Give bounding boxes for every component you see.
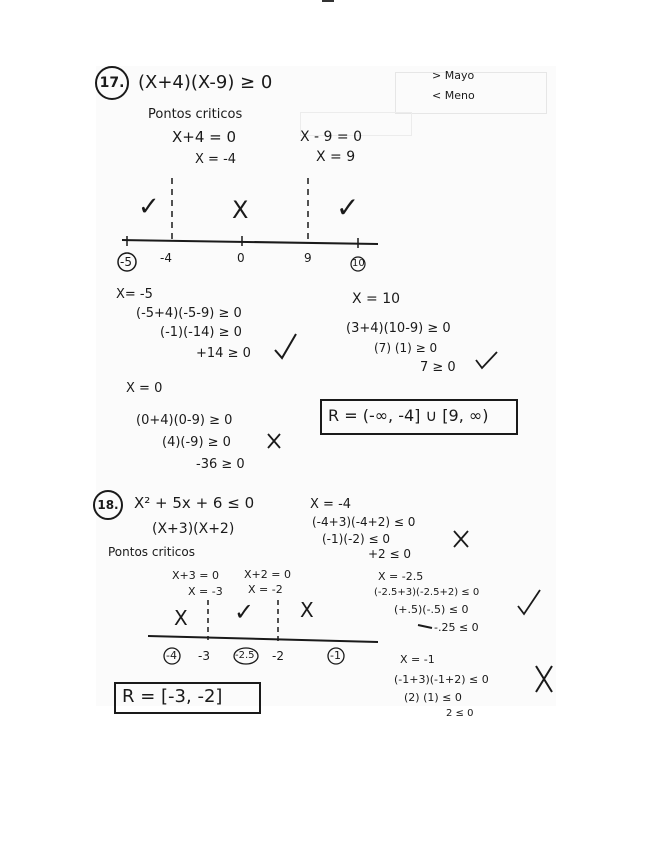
legend-greater: > Mayo: [432, 69, 475, 82]
check-mark-interval-2-p18: ✓: [234, 598, 255, 626]
p18-test1-line3: +2 ≤ 0: [368, 547, 412, 561]
p17-test2-x: X = 10: [352, 291, 401, 307]
check-mark-interval-3: ✓: [336, 191, 360, 224]
p17-test3-x: X = 0: [126, 381, 163, 396]
problem-18-factored: (X+3)(X+2): [152, 521, 235, 537]
p18-test1-x: X = -4: [310, 497, 352, 512]
problem-17-inequality: (X+4)(X-9) ≥ 0: [138, 72, 273, 93]
p18-test2-x: X = -2.5: [378, 570, 424, 583]
problem-17-tick-5: 10: [352, 258, 365, 269]
p18-test3-line1: (-1+3)(-1+2) ≤ 0: [394, 673, 489, 686]
p18-test2-line3: -.25 ≤ 0: [434, 621, 479, 634]
check-mark-interval-1: ✓: [138, 192, 160, 222]
p17-test1-line2: (-1)(-14) ≥ 0: [160, 325, 242, 340]
cross-mark-interval-2: X: [232, 196, 249, 224]
problem-17-result: R = (-∞, -4] ∪ [9, ∞): [328, 406, 489, 425]
problem-17-number-text: 17.: [99, 75, 125, 91]
problem-17-crit1-sol: X = -4: [195, 152, 237, 167]
problem-18-crit1-eq: X+3 = 0: [172, 569, 219, 582]
p17-test1-x: X= -5: [116, 287, 153, 302]
problem-17-tick-1: -5: [120, 255, 132, 269]
problem-18-inequality: X² + 5x + 6 ≤ 0: [134, 494, 255, 512]
problem-18-tick-1: -4: [166, 649, 177, 662]
problem-17-tick-3: 0: [237, 251, 245, 265]
p17-test2-line2: (7) (1) ≥ 0: [374, 341, 438, 355]
p18-test2-line1: (-2.5+3)(-2.5+2) ≤ 0: [374, 587, 480, 598]
problem-18-tick-5: -1: [330, 649, 341, 662]
cross-mark-interval-3-p18: X: [300, 598, 314, 622]
problem-17-tick-2: -4: [160, 251, 172, 265]
problem-18-crit1-sol: X = -3: [188, 585, 223, 598]
problem-17-crit2-eq: X - 9 = 0: [300, 129, 362, 145]
problem-18-critical-heading: Pontos criticos: [108, 545, 195, 559]
p18-test1-line2: (-1)(-2) ≤ 0: [322, 532, 390, 546]
p17-test3-line2: (4)(-9) ≥ 0: [162, 435, 231, 450]
problem-17-tick-4: 9: [304, 251, 312, 265]
problem-17-critical-heading: Pontos criticos: [148, 107, 243, 122]
p17-test2-line1: (3+4)(10-9) ≥ 0: [346, 321, 451, 336]
cross-mark-interval-1-p18: X: [174, 606, 188, 630]
problem-18-crit2-eq: X+2 = 0: [244, 568, 291, 581]
problem-18-result: R = [-3, -2]: [122, 686, 223, 707]
problem-18-crit2-sol: X = -2: [248, 583, 283, 596]
p18-test1-line1: (-4+3)(-4+2) ≤ 0: [312, 515, 416, 529]
p17-test2-line3: 7 ≥ 0: [420, 360, 456, 375]
problem-18-tick-4: -2: [272, 649, 284, 663]
problem-18-number-text: 18.: [97, 498, 119, 512]
problem-17-crit2-sol: X = 9: [316, 149, 356, 165]
problem-18-tick-2: -3: [198, 649, 210, 663]
p18-test3-line3: 2 ≤ 0: [446, 708, 474, 719]
p18-test3-x: X = -1: [400, 653, 435, 666]
problem-18-tick-3: -2.5: [235, 650, 255, 661]
legend-less: < Meno: [432, 89, 475, 102]
p17-test3-line1: (0+4)(0-9) ≥ 0: [136, 413, 233, 428]
p17-test3-line3: -36 ≥ 0: [196, 457, 245, 472]
p17-test1-line1: (-5+4)(-5-9) ≥ 0: [136, 306, 242, 321]
p18-test2-line2: (+.5)(-.5) ≤ 0: [394, 603, 469, 616]
problem-17-crit1-eq: X+4 = 0: [172, 128, 237, 146]
p17-test1-line3: +14 ≥ 0: [196, 346, 251, 361]
p18-test3-line2: (2) (1) ≤ 0: [404, 691, 462, 704]
